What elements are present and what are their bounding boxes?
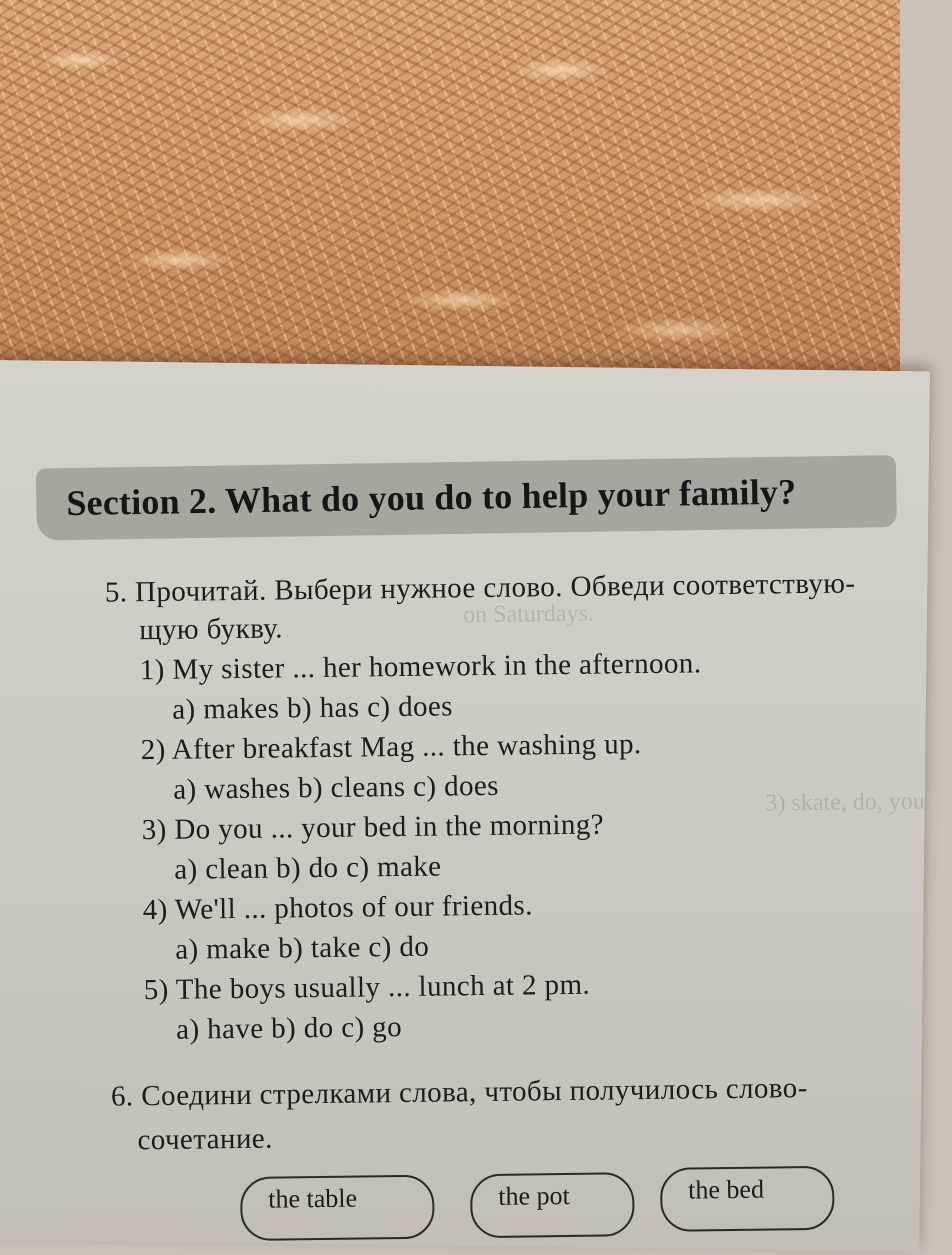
word-bubble-text: the bed <box>688 1174 765 1205</box>
options-1: a) makes b) has c) does <box>172 690 454 726</box>
section-title: Section 2. What do you do to help your family? <box>66 471 797 524</box>
textbook-page <box>0 360 930 1251</box>
question-4: 4) We'll ... photos of our friends. <box>142 889 533 927</box>
page-content <box>0 349 941 1240</box>
exercise-5-instruction-line-2: щую букву. <box>139 612 284 647</box>
exercise-5-instruction <box>105 567 856 609</box>
options-4: a) make b) take c) do <box>175 930 430 966</box>
word-bubble <box>470 1172 635 1238</box>
question-5: 5) The boys usually ... lunch at 2 pm. <box>143 968 591 1007</box>
exercise-6-instruction-line-1: Соедини стрелками слова, чтобы получилось слово- <box>141 1072 808 1113</box>
question-1: 1) My sister ... her homework in the afternoon. <box>139 647 702 687</box>
options-2: a) washes b) cleans c) does <box>173 769 500 806</box>
word-bubble-text: the table <box>268 1183 358 1214</box>
bleed-through-text: on Saturdays. <box>462 600 594 629</box>
exercise-6-number: 6. <box>110 1080 134 1113</box>
options-3: a) clean b) do c) make <box>174 850 442 886</box>
bleed-through-text: 3) skate, do, you <box>765 788 925 817</box>
word-bubble <box>660 1166 835 1232</box>
word-bubble-text: the pot <box>498 1180 570 1211</box>
question-2: 2) After breakfast Mag ... the washing up. <box>140 728 642 767</box>
word-bubble <box>240 1175 435 1241</box>
options-5: a) have b) do c) go <box>176 1011 403 1046</box>
exercise-5-number: 5. <box>104 576 128 609</box>
exercise-5-instruction-line-1: Прочитай. Выбери нужное слово. Обведи соответствую- <box>134 567 856 609</box>
exercise-6-instruction-line-2: сочетание. <box>137 1122 273 1157</box>
question-3: 3) Do you ... your bed in the morning? <box>141 808 605 847</box>
exercise-6-instruction <box>111 1072 808 1114</box>
